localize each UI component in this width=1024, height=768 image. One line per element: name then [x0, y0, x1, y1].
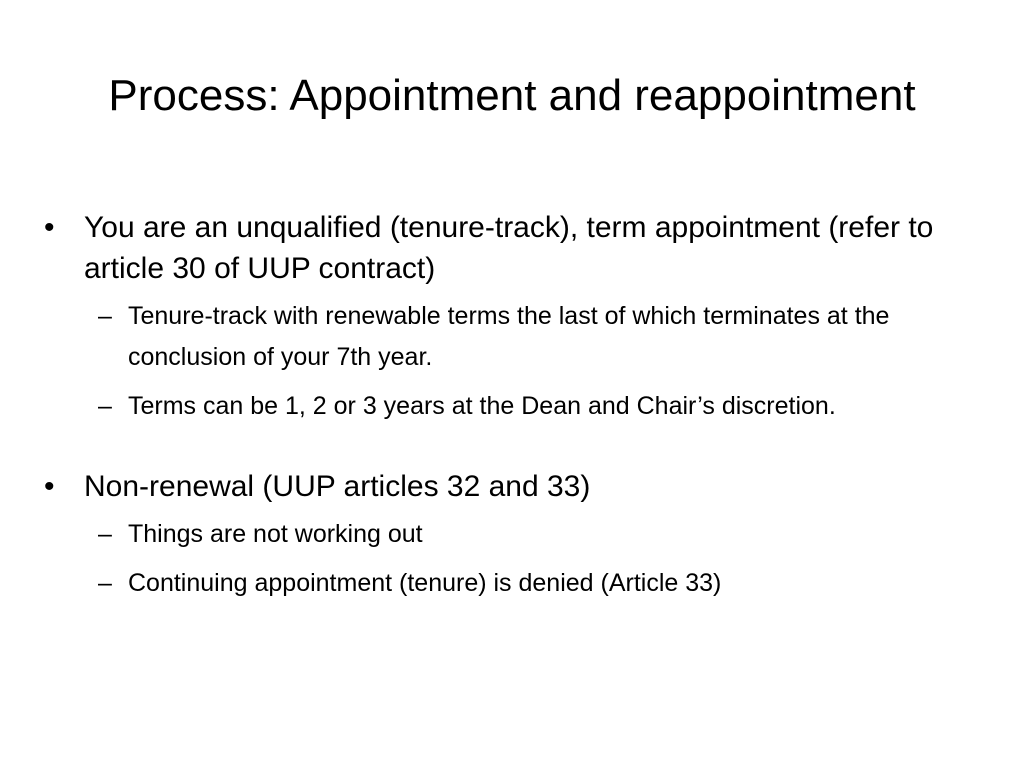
slide-title: Process: Appointment and reappointment [108, 71, 916, 120]
bullet-list [44, 207, 974, 604]
bullet-text: Non-renewal (UUP articles 32 and 33) [84, 470, 591, 503]
bullet-item-non-renewal [44, 466, 974, 604]
sub-bullet-text: Continuing appointment (tenure) is denied (Article 33) [128, 569, 722, 597]
bullet-marker: • [44, 470, 55, 503]
dash-marker: – [98, 392, 112, 420]
sub-bullet-text: Tenure-track with renewable terms the last of which terminates at the conclusion of your 7th year. [128, 302, 890, 371]
dash-marker: – [98, 520, 112, 548]
bullet-marker: • [44, 211, 55, 244]
sub-bullet-list [84, 514, 974, 604]
sub-bullet-text: Things are not working out [128, 520, 423, 548]
dash-marker: – [98, 302, 112, 330]
sub-bullet-list [84, 296, 974, 427]
sub-bullet-item [84, 296, 974, 378]
sub-bullet-text: Terms can be 1, 2 or 3 years at the Dean and Chair’s discretion. [128, 392, 836, 420]
sub-bullet-item [84, 386, 974, 427]
dash-marker: – [98, 569, 112, 597]
sub-bullet-item [84, 563, 974, 604]
bullet-item-appointment [44, 207, 974, 427]
bullet-text: You are an unqualified (tenure-track), term appointment (refer to article 30 of UUP contract) [84, 211, 934, 285]
sub-bullet-item [84, 514, 974, 555]
